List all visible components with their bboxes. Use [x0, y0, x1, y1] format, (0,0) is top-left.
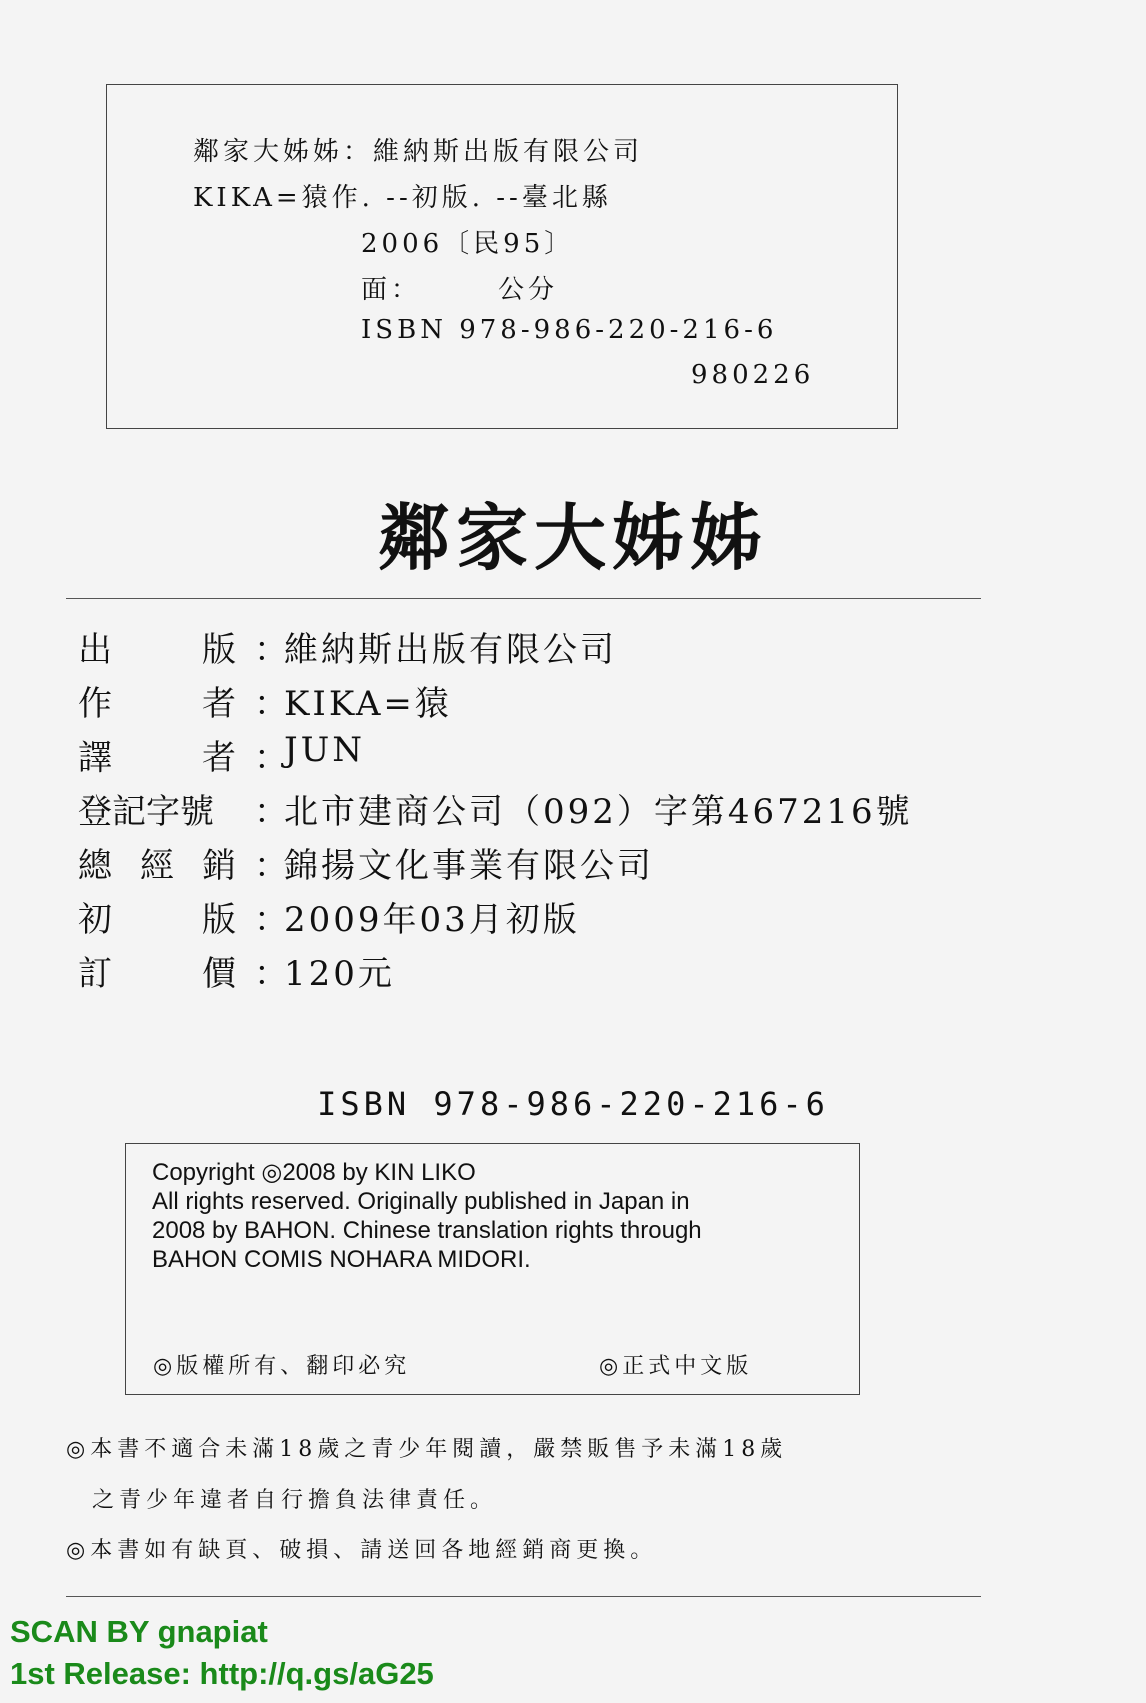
label-char: 譯 — [78, 738, 112, 778]
cip-code: 980226 — [691, 360, 815, 390]
label-char: 出 — [78, 630, 112, 670]
info-colon: ： — [254, 792, 288, 832]
info-label-author — [78, 676, 236, 725]
info-label-translator — [78, 730, 236, 779]
age-notice-line-2: 之青少年違者自行擔負法律責任。 — [92, 1488, 498, 1513]
info-label-price — [78, 946, 236, 995]
copyright-line-1: Copyright ◎2008 by KIN LIKO — [152, 1159, 476, 1186]
label-char: 總 — [78, 846, 112, 886]
info-label-first-edition — [78, 892, 236, 941]
info-colon: ： — [254, 846, 288, 886]
label-char: 者 — [202, 738, 236, 778]
cip-line-1: 鄰家大姊姊：維納斯出版有限公司 — [193, 137, 644, 167]
damage-notice: ◎本書如有缺頁、破損、請送回各地經銷商更換。 — [66, 1538, 658, 1563]
label-char: 版 — [202, 630, 236, 670]
cip-catalog-box — [106, 84, 898, 429]
label-char: 價 — [202, 954, 236, 994]
release-credit: 1st Release: http://q.gs/aG25 — [10, 1656, 434, 1691]
copyright-line-2: All rights reserved. Originally published in Japan in — [152, 1188, 690, 1215]
cip-line-4: 面： 公分 — [361, 275, 559, 305]
info-value-price: 120元 — [284, 954, 395, 994]
info-colon: ： — [254, 954, 288, 994]
cip-line-3: 2006〔民95〕 — [361, 229, 575, 259]
label-char: 版 — [202, 900, 236, 940]
divider-top — [66, 598, 981, 599]
info-colon: ： — [254, 630, 288, 670]
info-colon: ： — [254, 738, 288, 778]
info-value-author: KIKA=猿 — [284, 684, 452, 724]
isbn-line: ISBN 978-986-220-216-6 — [317, 1085, 829, 1123]
info-value-translator: JUN — [284, 730, 366, 770]
cip-line-2: KIKA=猿作. --初版. --臺北縣 — [193, 183, 612, 213]
info-colon: ： — [254, 684, 288, 724]
label-char: 訂 — [78, 954, 112, 994]
copyright-line-3: 2008 by BAHON. Chinese translation rights through — [152, 1217, 702, 1244]
age-notice-line-1: ◎本書不適合未滿18歲之青少年閱讀，嚴禁販售予未滿18歲 — [66, 1437, 788, 1462]
label-char: 初 — [78, 900, 112, 940]
copyright-box — [125, 1143, 860, 1395]
info-value-first-edition: 2009年03月初版 — [284, 900, 580, 940]
label-char: 者 — [202, 684, 236, 724]
info-value-registration: 北市建商公司（092）字第467216號 — [284, 792, 913, 832]
info-label-publisher — [78, 622, 236, 671]
scan-credit: SCAN BY gnapiat — [10, 1614, 268, 1649]
info-label-registration: 登記字號 — [78, 792, 214, 832]
book-title: 鄰家大姊姊 — [377, 495, 768, 580]
info-label-distributor — [78, 838, 236, 887]
copyright-line-4: BAHON COMIS NOHARA MIDORI. — [152, 1246, 531, 1273]
label-char: 經 — [140, 846, 174, 886]
label-char: 銷 — [202, 846, 236, 886]
official-edition-note: ◎正式中文版 — [599, 1354, 753, 1379]
cip-isbn: ISBN 978-986-220-216-6 — [361, 315, 778, 345]
rights-reserved-note: ◎版權所有、翻印必究 — [153, 1354, 411, 1379]
info-value-publisher: 維納斯出版有限公司 — [284, 630, 617, 670]
label-char: 作 — [78, 684, 112, 724]
divider-bottom — [66, 1596, 981, 1597]
info-colon: ： — [254, 900, 288, 940]
info-value-distributor: 錦揚文化事業有限公司 — [284, 846, 654, 886]
